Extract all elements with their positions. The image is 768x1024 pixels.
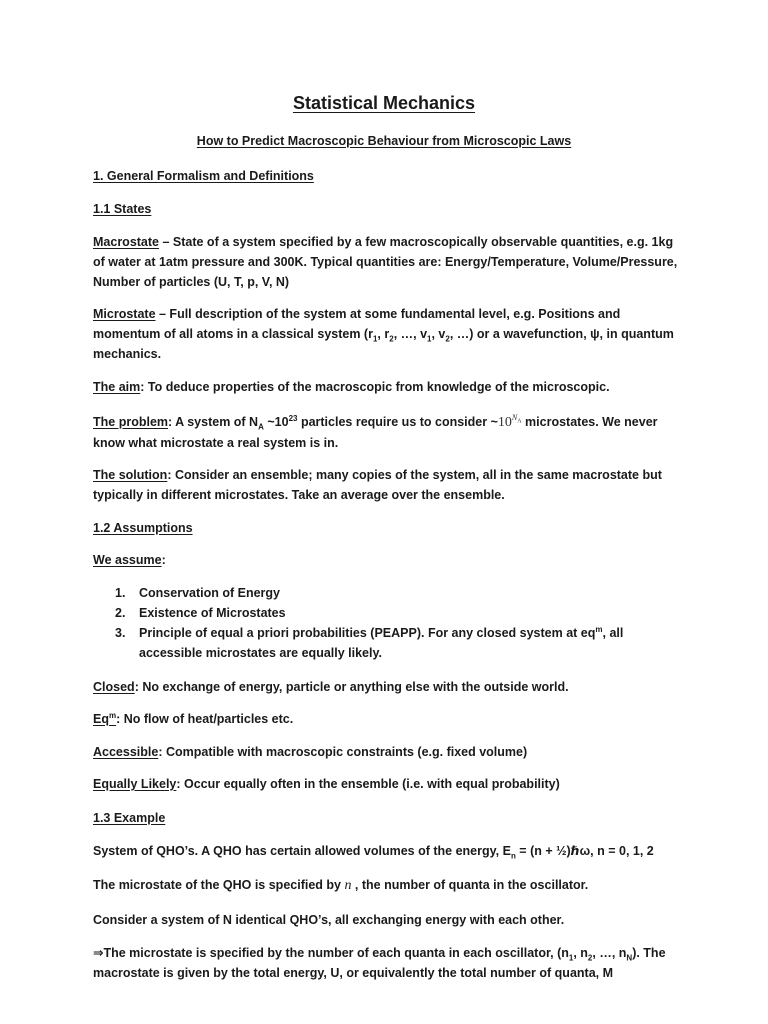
solution-text: : Consider an ensemble; many copies of the system, all in the same macrostate but typically in different microstates. Take an average over the ensemble. xyxy=(93,468,662,502)
eqm-term xyxy=(93,712,116,726)
example-text-c: , …, n xyxy=(592,946,627,960)
aim-text: : To deduce properties of the macroscopic from knowledge of the microscopic. xyxy=(140,380,610,394)
macrostate-text: – State of a system specified by a few macroscopically observable quantities, e.g. 1kg of water at 1atm pressure and 300K. Typical quantities are: Energy/Temperature, Volume/Pressure, Number of particles (U, T, p, V, N) xyxy=(93,235,678,289)
example-paragraph-3: Consider a system of N identical QHO’s, all exchanging energy with each other. xyxy=(93,913,565,927)
math-ten-power xyxy=(498,415,522,430)
microstate-text-e: , …) or a wavefunction, ψ, in quantum mechanics. xyxy=(93,327,674,361)
example-text-b: , the number of quanta in the oscillator. xyxy=(351,878,589,892)
math-base: 10 xyxy=(497,415,512,430)
eqm-definition xyxy=(93,709,683,729)
solution-paragraph xyxy=(93,465,683,505)
example-text-b: = (n + ½)ℏω, n = 0, 1, 2 xyxy=(515,844,654,858)
section-heading-1: 1. General Formalism and Definitions xyxy=(93,169,314,183)
microstate-text-b: , r xyxy=(377,327,390,341)
subscript: 2 xyxy=(389,334,394,344)
superscript: m xyxy=(595,624,603,634)
math-exponent-sub: A xyxy=(517,418,522,425)
problem-text-c: particles require us to consider ~ xyxy=(297,415,498,429)
list-number: 2. xyxy=(115,606,126,620)
macrostate-term: Macrostate xyxy=(93,235,159,249)
subscript: 2 xyxy=(587,953,593,963)
we-assume-line xyxy=(93,550,683,570)
macrostate-definition xyxy=(93,232,683,292)
we-assume-term: We assume xyxy=(93,553,162,567)
example-text-a: The microstate of the QHO is specified by xyxy=(93,878,345,892)
problem-text-a: : A system of N xyxy=(168,415,259,429)
list-item-text: Principle of equal a priori probabilities (PEAPP). For any closed system at eq xyxy=(139,626,596,640)
subscript: A xyxy=(258,422,264,432)
eqm-term-text: Eq xyxy=(93,712,109,726)
aim-paragraph xyxy=(93,377,683,397)
subscript: 2 xyxy=(445,334,450,344)
microstate-text-a: – Full description of the system at some fundamental level, e.g. Positions and momentum of all atoms in a classical system (r xyxy=(93,307,621,341)
problem-paragraph xyxy=(93,412,683,453)
closed-term: Closed xyxy=(93,680,135,694)
list-number: 3. xyxy=(115,626,126,640)
example-paragraph-4 xyxy=(93,943,683,983)
math-n: n xyxy=(344,878,352,893)
assumptions-list xyxy=(93,583,683,663)
list-item xyxy=(93,603,683,623)
solution-term: The solution xyxy=(93,468,168,482)
list-number: 1. xyxy=(115,586,126,600)
subscript: 1 xyxy=(427,334,432,344)
accessible-text: : Compatible with macroscopic constraints (e.g. fixed volume) xyxy=(158,745,528,759)
microstate-text-d: , v xyxy=(431,327,446,341)
microstate-definition xyxy=(93,304,683,364)
example-text-a: ⇒The microstate is specified by the number of each quanta in each oscillator, (n xyxy=(93,946,569,960)
example-text-b: , n xyxy=(573,946,588,960)
equally-likely-definition xyxy=(93,774,683,794)
equally-likely-text: : Occur equally often in the ensemble (i.e. with equal probability) xyxy=(176,777,560,791)
problem-term: The problem xyxy=(93,415,169,429)
superscript: m xyxy=(108,710,117,720)
page-subtitle: How to Predict Macroscopic Behaviour from Microscopic Laws xyxy=(196,134,572,148)
subscript: n xyxy=(510,851,516,861)
list-item-text: , all accessible microstates are equally likely. xyxy=(139,626,624,660)
equally-likely-term: Equally Likely xyxy=(93,777,177,791)
page-title: Statistical Mechanics xyxy=(292,93,476,113)
section-heading-1-3: 1.3 Example xyxy=(93,811,166,825)
example-paragraph-2 xyxy=(93,875,683,896)
microstate-text-c: , …, v xyxy=(393,327,428,341)
microstate-term: Microstate xyxy=(93,307,156,321)
list-item xyxy=(93,583,683,603)
problem-text-b: ~10 xyxy=(263,415,289,429)
section-heading-1-1: 1.1 States xyxy=(93,202,152,216)
closed-definition xyxy=(93,677,683,697)
subscript: N xyxy=(626,953,633,963)
example-paragraph-1 xyxy=(93,841,683,861)
closed-text: : No exchange of energy, particle or anything else with the outside world. xyxy=(134,680,569,694)
math-exponent: N xyxy=(511,413,518,423)
example-text-a: System of QHO’s. A QHO has certain allowed volumes of the energy, E xyxy=(93,844,511,858)
section-heading-1-2: 1.2 Assumptions xyxy=(93,521,193,535)
accessible-term: Accessible xyxy=(93,745,159,759)
list-item-text: Conservation of Energy xyxy=(139,586,280,600)
eqm-text: : No flow of heat/particles etc. xyxy=(116,712,294,726)
subscript: 1 xyxy=(568,953,574,963)
superscript: 23 xyxy=(288,413,298,423)
problem-text-d: microstates. We never know what microstate a real system is in. xyxy=(93,415,658,450)
list-item xyxy=(93,623,683,663)
aim-term: The aim xyxy=(93,380,141,394)
accessible-definition xyxy=(93,742,683,762)
subscript: 1 xyxy=(372,334,378,344)
list-item-text: Existence of Microstates xyxy=(139,606,286,620)
we-assume-text: : xyxy=(161,553,166,567)
example-text-d: ). The macrostate is given by the total energy, U, or equivalently the total number of quanta, M xyxy=(93,946,666,980)
